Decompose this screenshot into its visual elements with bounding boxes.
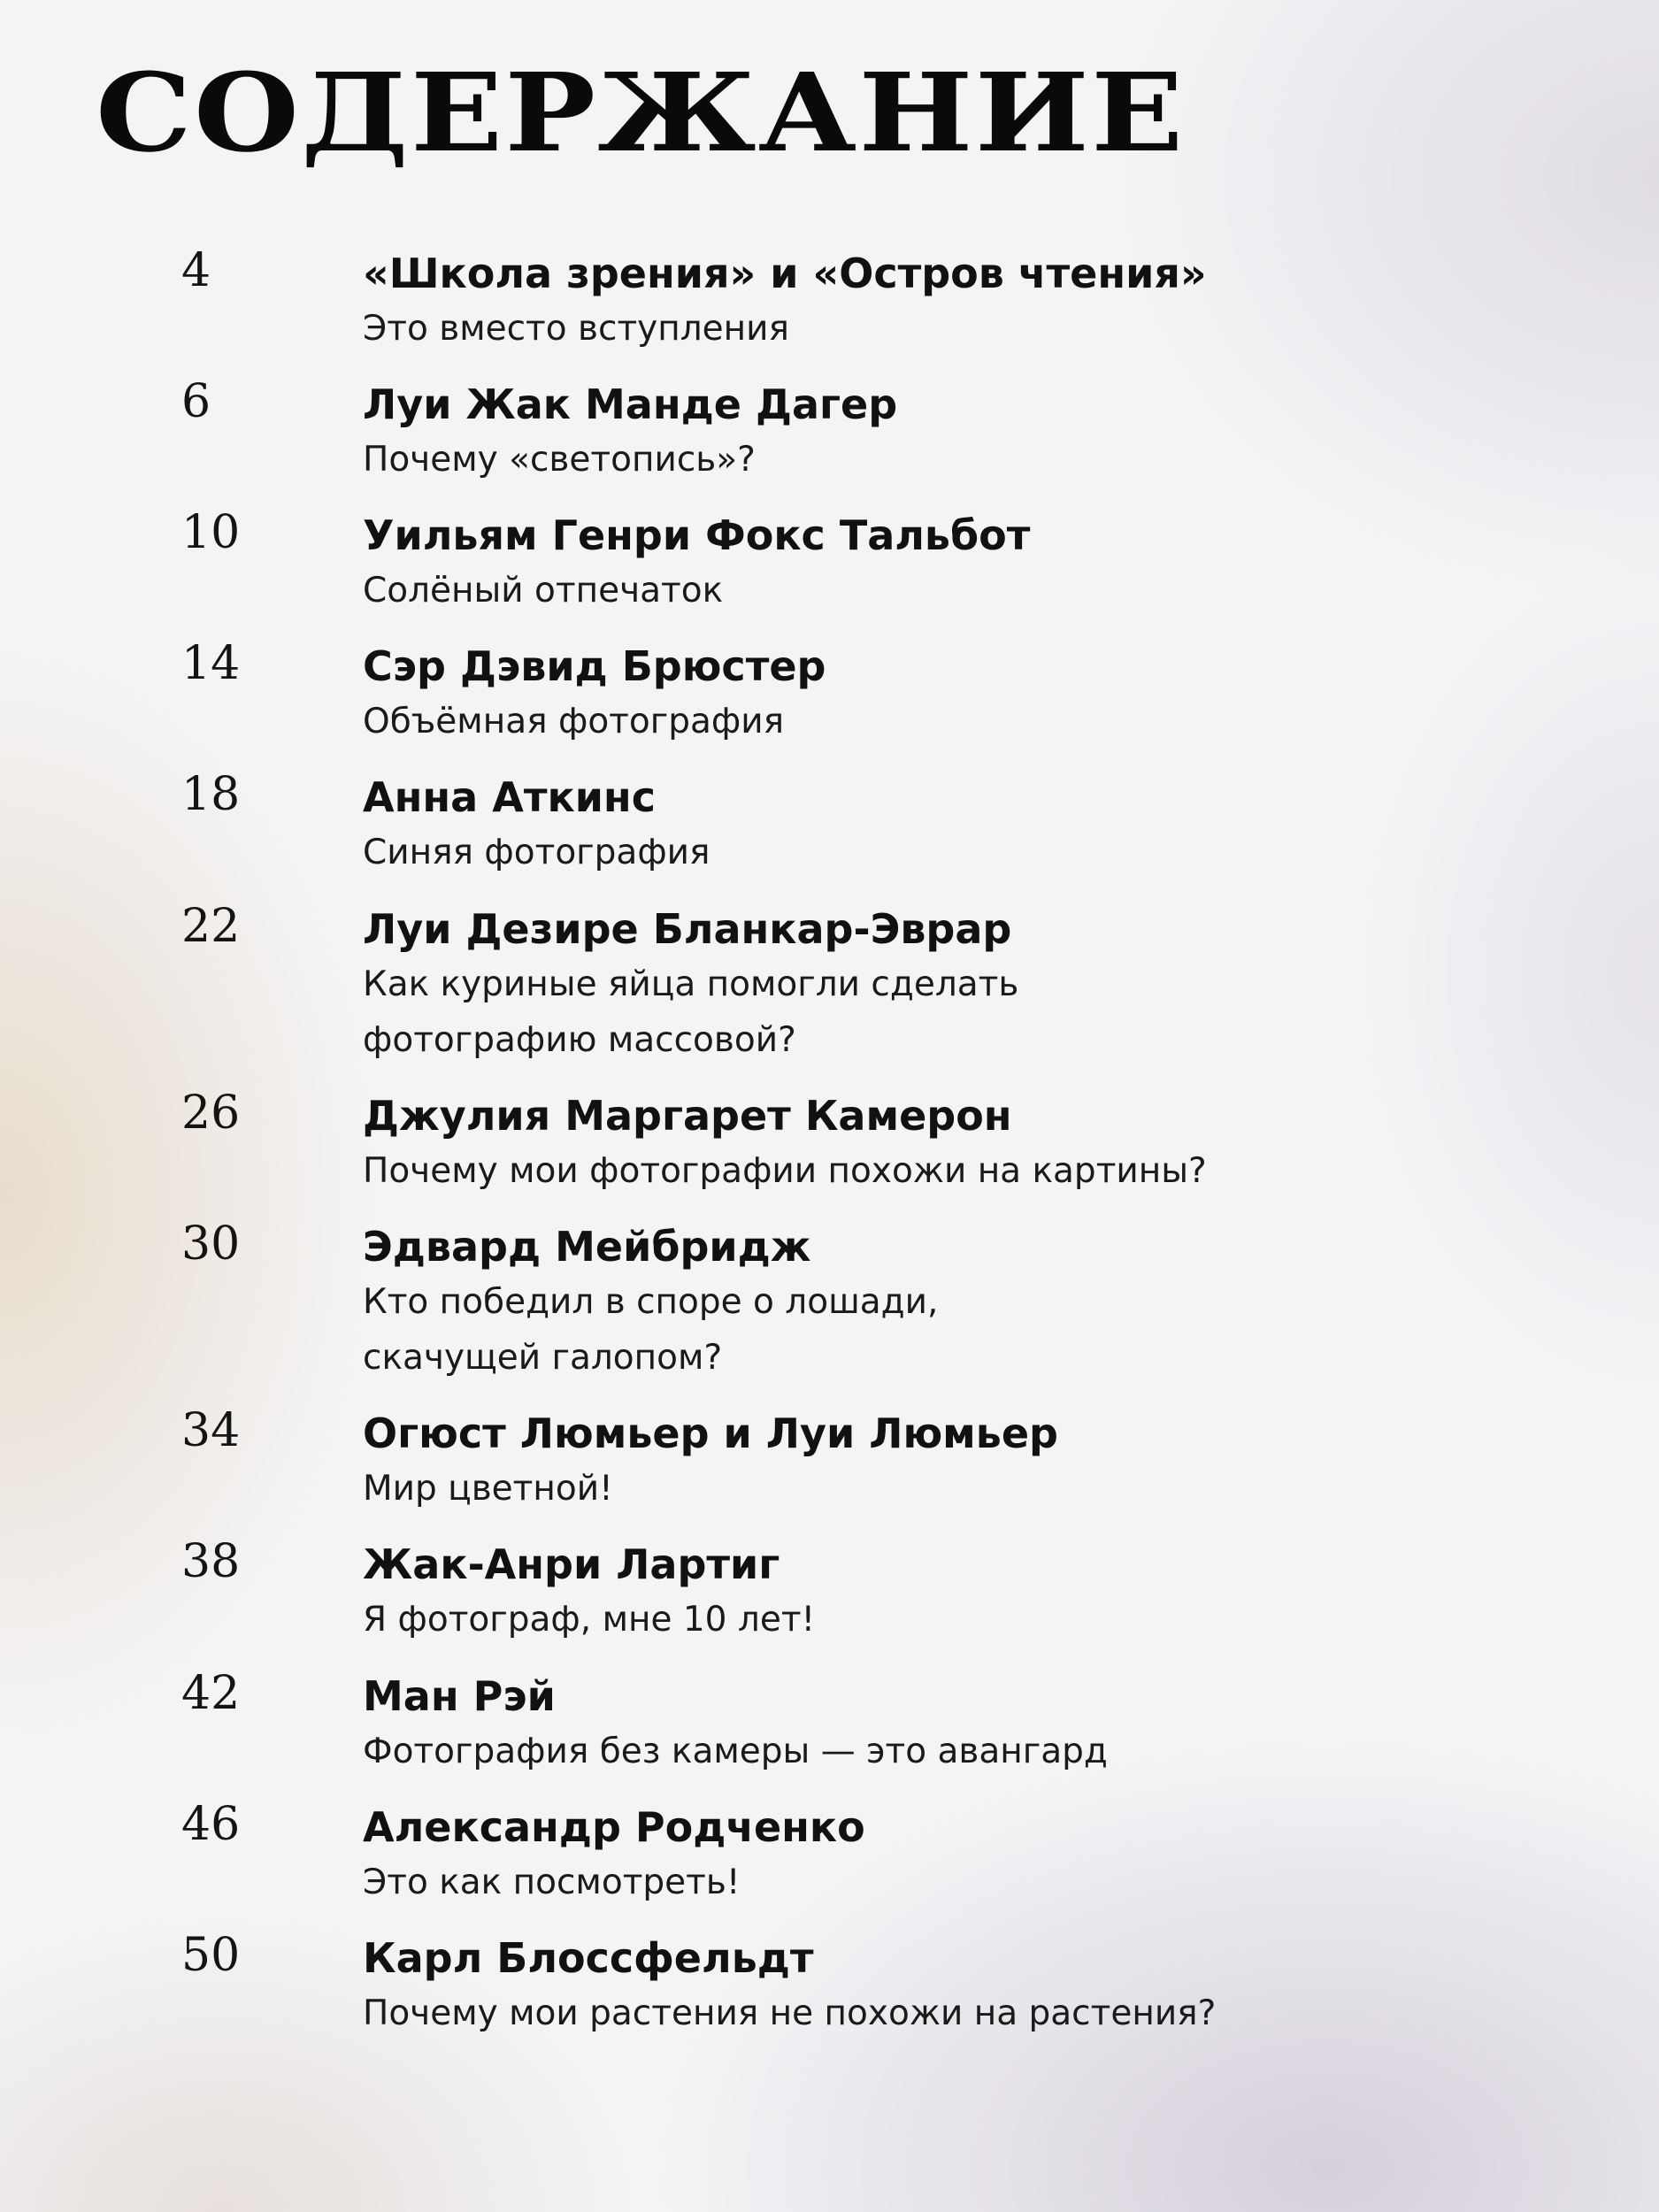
toc-entry-text [363, 639, 1619, 749]
toc-page-number: 14 [181, 637, 241, 690]
toc-page-number: 18 [181, 768, 241, 821]
toc-page-number: 38 [181, 1535, 241, 1588]
toc-entry-subtitle: Мир цветной! [363, 1469, 613, 1509]
toc-entry-text [363, 1219, 1619, 1386]
toc-entry-text [363, 1088, 1619, 1199]
toc-entry-title: Луи Дезире Бланкар-Эврар [363, 905, 1012, 953]
toc-entry-subtitle: Как куриные яйца помогли сделать [363, 964, 1019, 1004]
toc-entry-subtitle: Солёный отпечаток [363, 571, 724, 611]
toc-entry-title: Александр Родченко [363, 1803, 865, 1851]
toc-entry-title: Анна Аткинс [363, 773, 656, 821]
toc-entry-subtitle: Это вместо вступления [363, 309, 789, 349]
toc-entry-subtitle: Объёмная фотография [363, 702, 785, 741]
toc-page-number: 30 [181, 1217, 241, 1271]
toc-entry-subtitle: Кто победил в споре о лошади, [363, 1282, 939, 1322]
toc-page-number: 34 [181, 1404, 241, 1457]
toc-entry-title: Луи Жак Манде Дагер [363, 380, 898, 428]
toc-entry-subtitle: фотографию массовой? [363, 1020, 796, 1060]
toc-entry-subtitle: скачущей галопом? [363, 1338, 723, 1378]
toc-page-number: 10 [181, 506, 241, 559]
page-title: СОДЕРЖАНИЕ [96, 49, 1186, 176]
toc-entry-subtitle: Я фотограф, мне 10 лет! [363, 1600, 816, 1640]
toc-page-number: 46 [181, 1798, 241, 1851]
toc-entry-text [363, 902, 1619, 1068]
toc-entry-text [363, 1800, 1619, 1910]
toc-page-number: 6 [181, 375, 211, 428]
toc-entry-text [363, 508, 1619, 618]
toc-entry-title: «Школа зрения» и «Остров чтения» [363, 250, 1207, 297]
toc-entry-title: Джулия Маргарет Камерон [363, 1092, 1012, 1140]
toc-entry-title: Жак-Анри Лартиг [363, 1540, 780, 1588]
toc-page-number: 26 [181, 1087, 241, 1140]
toc-entry-subtitle: Почему мои фотографии похожи на картины? [363, 1151, 1207, 1191]
toc-entry-subtitle: Синяя фотография [363, 833, 710, 872]
toc-entry-text [363, 1406, 1619, 1517]
toc-page-number: 50 [181, 1929, 241, 1982]
toc-entry-text [363, 246, 1619, 357]
toc-entry-text [363, 377, 1619, 488]
toc-entry-subtitle: Почему мои растения не похожи на растения? [363, 1993, 1217, 2033]
toc-entry-title: Огюст Люмьер и Луи Люмьер [363, 1409, 1058, 1457]
toc-entry-text [363, 1537, 1619, 1647]
toc-page-number: 22 [181, 900, 241, 953]
toc-entry-text [363, 1931, 1619, 2041]
toc-entry-title: Эдвард Мейбридж [363, 1223, 811, 1271]
toc-page-number: 42 [181, 1667, 241, 1720]
toc-entry-subtitle: Почему «светопись»? [363, 440, 756, 480]
toc-entry-title: Ман Рэй [363, 1672, 556, 1720]
toc-entry-title: Карл Блоссфельдт [363, 1934, 814, 1982]
toc-entry-text [363, 1669, 1619, 1779]
toc-entry-title: Уильям Генри Фокс Тальбот [363, 511, 1031, 559]
toc-entry-text [363, 770, 1619, 880]
toc-entry-subtitle: Фотография без камеры — это авангард [363, 1732, 1108, 1771]
toc-entry-subtitle: Это как посмотреть! [363, 1863, 741, 1902]
toc-entry-title: Сэр Дэвид Брюстер [363, 642, 826, 690]
toc-page-number: 4 [181, 244, 211, 297]
